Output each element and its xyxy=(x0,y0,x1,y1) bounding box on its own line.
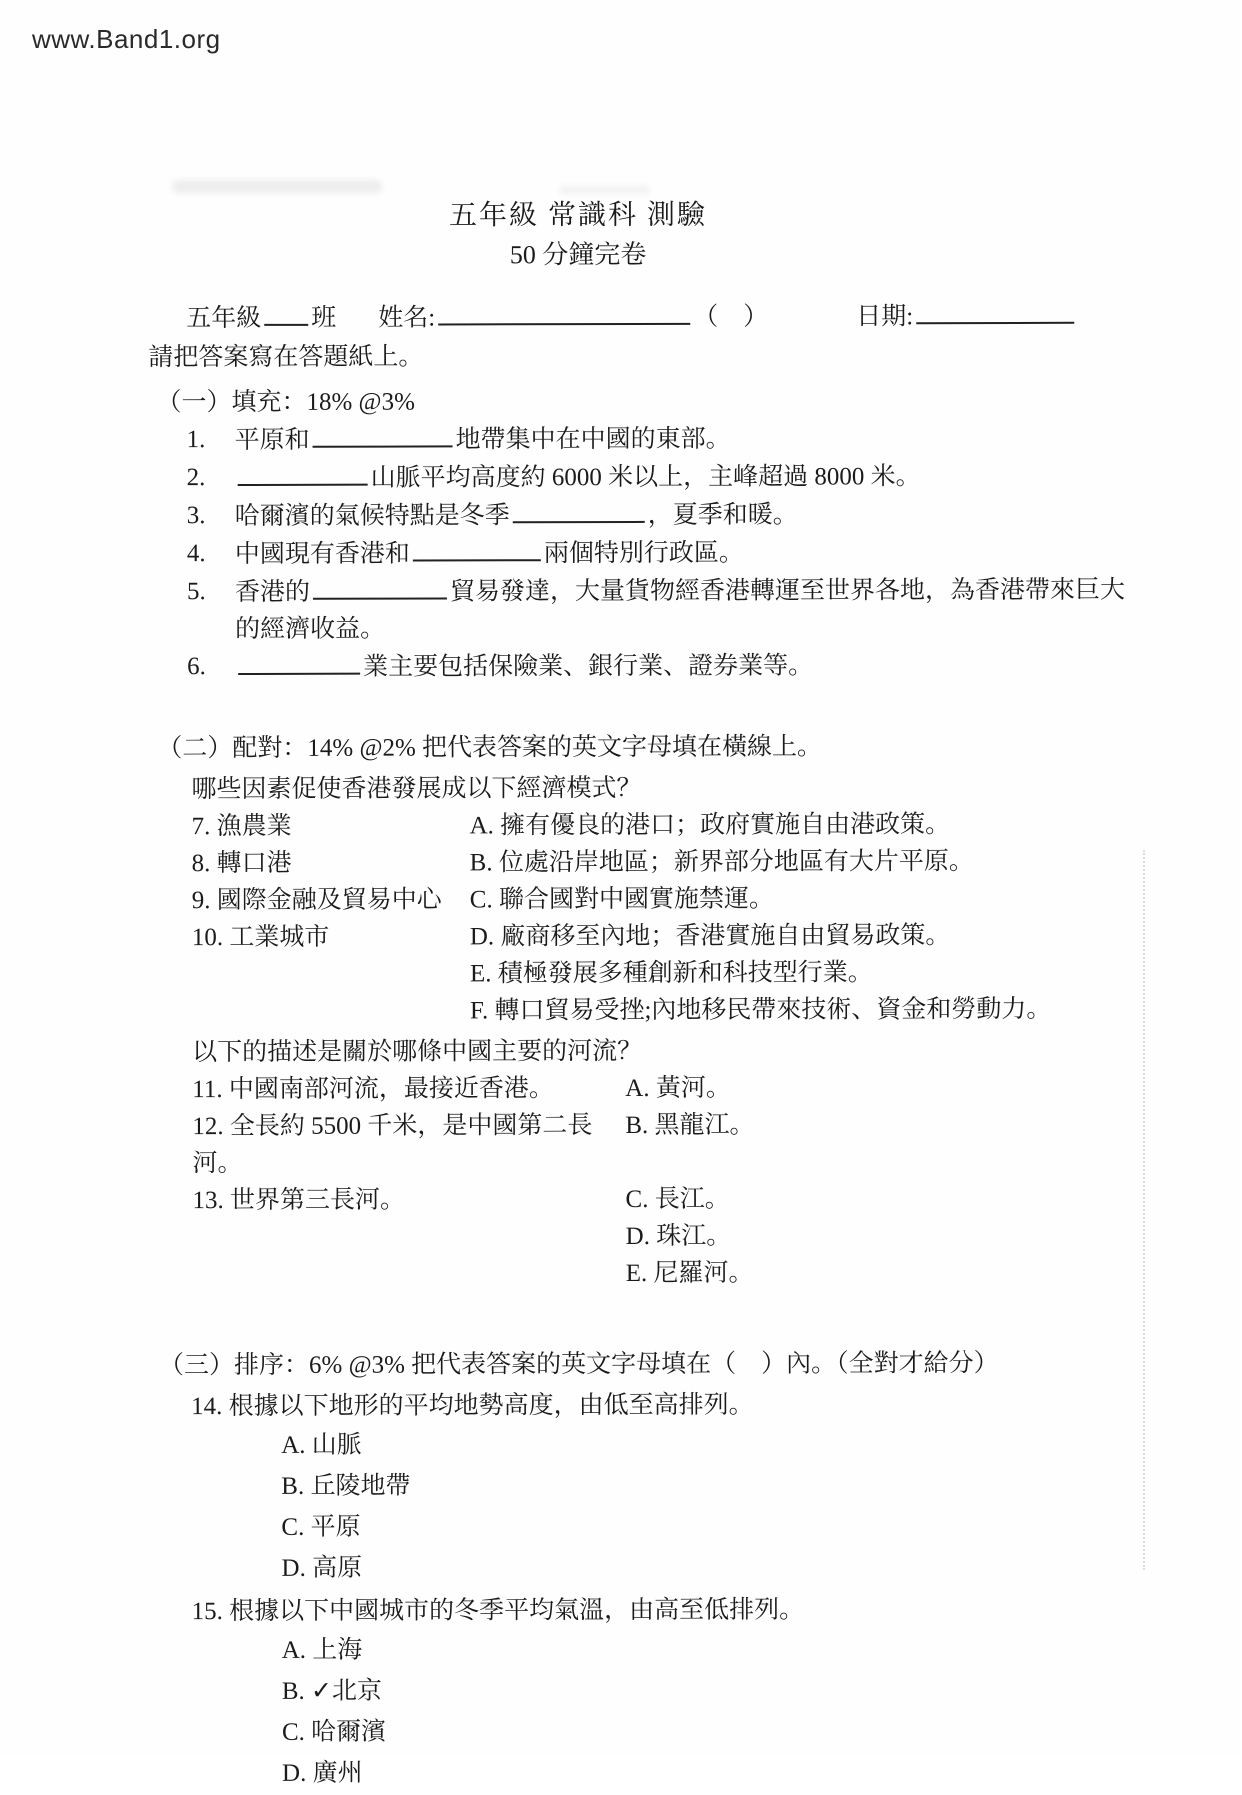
matching-block-economy xyxy=(192,805,1241,1030)
item-number: 2. xyxy=(187,459,221,497)
match-row xyxy=(192,991,1150,1031)
grade-label: 五年級 xyxy=(186,305,261,332)
item-text-post: 山脈平均高度約 6000 米以上，主峰超過 8000 米。 xyxy=(371,463,921,491)
match-right: A. 擁有優良的港口；政府實施自由港政策。 xyxy=(470,806,1150,845)
item-text-post: 兩個特別行政區。 xyxy=(544,540,744,568)
match-left: 13. 世界第三長河。 xyxy=(192,1181,625,1219)
answer-blank xyxy=(313,572,447,599)
q15-option-d: D. 廣州 xyxy=(282,1750,1242,1794)
student-info-row xyxy=(186,296,1238,337)
q14-option-a: A. 山脈 xyxy=(281,1422,1241,1466)
section2-subquestion-2: 以下的描述是關於哪條中國主要的河流？ xyxy=(192,1031,1240,1071)
match-right: C. 聯合國對中國實施禁運。 xyxy=(470,880,1150,919)
question-15: 15. 根據以下中國城市的冬季平均氣溫，由高至低排列。 xyxy=(192,1590,1242,1630)
match-left: 11. 中國南部河流，最接近香港。 xyxy=(192,1070,625,1108)
match-right: C. 長江。 xyxy=(625,1180,1150,1218)
fill-item-4 xyxy=(187,532,1239,573)
q15-option-b: B. ✓北京 xyxy=(282,1668,1242,1712)
match-left xyxy=(192,955,470,993)
answer-instruction: 請把答案寫在答題紙上。 xyxy=(148,336,1238,376)
match-left xyxy=(192,992,470,1030)
item-text-post: ，夏季和暖。 xyxy=(648,502,798,529)
answer-blank xyxy=(313,420,453,447)
fill-item-2 xyxy=(187,456,1239,497)
item-text-pre: 哈爾濱的氣候特點是冬季 xyxy=(235,502,510,530)
item-text-post: 貿易發達，大量貨物經香港轉運至世界各地，為香港帶來巨大的經濟收益。 xyxy=(235,577,1125,643)
match-right: D. 珠江。 xyxy=(626,1217,1151,1255)
item-text xyxy=(220,419,1128,459)
answer-blank xyxy=(413,534,541,561)
answer-blank xyxy=(238,648,360,675)
item-text-pre: 香港的 xyxy=(235,579,310,606)
scan-smudge-small xyxy=(560,186,650,194)
name-blank xyxy=(438,298,690,326)
item-text-pre: 平原和 xyxy=(235,427,310,454)
section2-subquestion-1: 哪些因素促使香港發展成以下經濟模式？ xyxy=(191,768,1239,808)
match-right: E. 積極發展多種創新和科技型行業。 xyxy=(470,954,1150,993)
match-left: 12. 全長約 5500 千米，是中國第二長河。 xyxy=(192,1107,625,1182)
q14-option-b: B. 丘陵地帶 xyxy=(281,1463,1241,1507)
match-right: A. 黃河。 xyxy=(625,1069,1150,1107)
match-left: 10. 工業城市 xyxy=(192,918,470,956)
item-text xyxy=(221,646,1129,686)
class-blank xyxy=(264,299,308,326)
matching-block-rivers xyxy=(192,1068,1241,1293)
page-subtitle: 50 分鐘完卷 xyxy=(0,235,1158,276)
watermark-text: www.Band1.org xyxy=(32,24,221,55)
match-row xyxy=(192,1180,1150,1220)
fill-item-5 xyxy=(187,570,1239,648)
q14-option-d: D. 高原 xyxy=(281,1545,1241,1589)
match-row xyxy=(192,1106,1150,1183)
answer-blank xyxy=(238,459,368,486)
match-left: 7. 漁農業 xyxy=(192,807,470,845)
item-text xyxy=(221,457,1129,497)
match-row xyxy=(192,954,1150,994)
fill-item-6 xyxy=(187,645,1239,686)
fill-item-1 xyxy=(186,418,1238,459)
answer-blank xyxy=(513,496,645,523)
question-14: 14. 根據以下地形的平均地勢高度，由低至高排列。 xyxy=(191,1385,1241,1425)
section2-heading: （二）配對：14% @2% 把代表答案的英文字母填在橫線上。 xyxy=(157,727,1239,767)
match-left: 9. 國際金融及貿易中心 xyxy=(192,881,470,919)
item-number: 4. xyxy=(187,535,221,573)
item-number: 3. xyxy=(187,497,221,535)
class-label: 班 xyxy=(311,305,336,332)
document-content xyxy=(0,194,1242,1794)
item-text-pre: 中國現有香港和 xyxy=(235,541,410,568)
date-blank xyxy=(916,297,1074,324)
item-text xyxy=(221,533,1129,573)
match-right: E. 尼羅河。 xyxy=(626,1254,1151,1292)
item-text-post: 業主要包括保險業、銀行業、證券業等。 xyxy=(363,652,813,680)
item-number: 5. xyxy=(187,573,221,648)
q15-option-c: C. 哈爾濱 xyxy=(282,1709,1242,1753)
match-row xyxy=(193,1254,1151,1294)
item-text xyxy=(221,495,1129,535)
match-left xyxy=(193,1218,626,1256)
q14-option-c: C. 平原 xyxy=(281,1504,1241,1548)
q15-option-a: A. 上海 xyxy=(282,1627,1242,1671)
section1-items xyxy=(0,418,1239,686)
scan-smudge xyxy=(172,180,382,193)
name-label: 姓名: xyxy=(378,304,435,331)
match-right: F. 轉口貿易受挫;內地移民帶來技術、資金和勞動力。 xyxy=(470,991,1150,1030)
match-row xyxy=(192,806,1150,846)
match-row xyxy=(192,843,1150,883)
match-right: B. 黑龍江。 xyxy=(625,1106,1150,1181)
match-row xyxy=(192,880,1150,920)
name-paren: （ ） xyxy=(693,304,768,331)
section3-heading: （三）排序：6% @3% 把代表答案的英文字母填在（ ）內。（全對才給分） xyxy=(159,1344,1241,1384)
page-title: 五年級 常識科 測驗 xyxy=(0,195,1158,238)
item-number: 6. xyxy=(187,648,221,686)
match-left xyxy=(193,1255,626,1293)
item-text xyxy=(221,571,1129,648)
match-right: D. 廠商移至內地；香港實施自由貿易政策。 xyxy=(470,917,1150,956)
section1-heading: （一）填充：18% @3% xyxy=(156,381,1238,421)
match-left: 8. 轉口港 xyxy=(192,844,470,882)
item-text-post: 地帶集中在中國的東部。 xyxy=(456,426,731,454)
item-number: 1. xyxy=(186,421,220,459)
match-row xyxy=(193,1217,1151,1257)
match-row xyxy=(192,1069,1150,1109)
date-label: 日期: xyxy=(856,303,913,330)
match-right: B. 位處沿岸地區；新界部分地區有大片平原。 xyxy=(470,843,1150,882)
match-row xyxy=(192,917,1150,957)
fill-item-3 xyxy=(187,494,1239,535)
